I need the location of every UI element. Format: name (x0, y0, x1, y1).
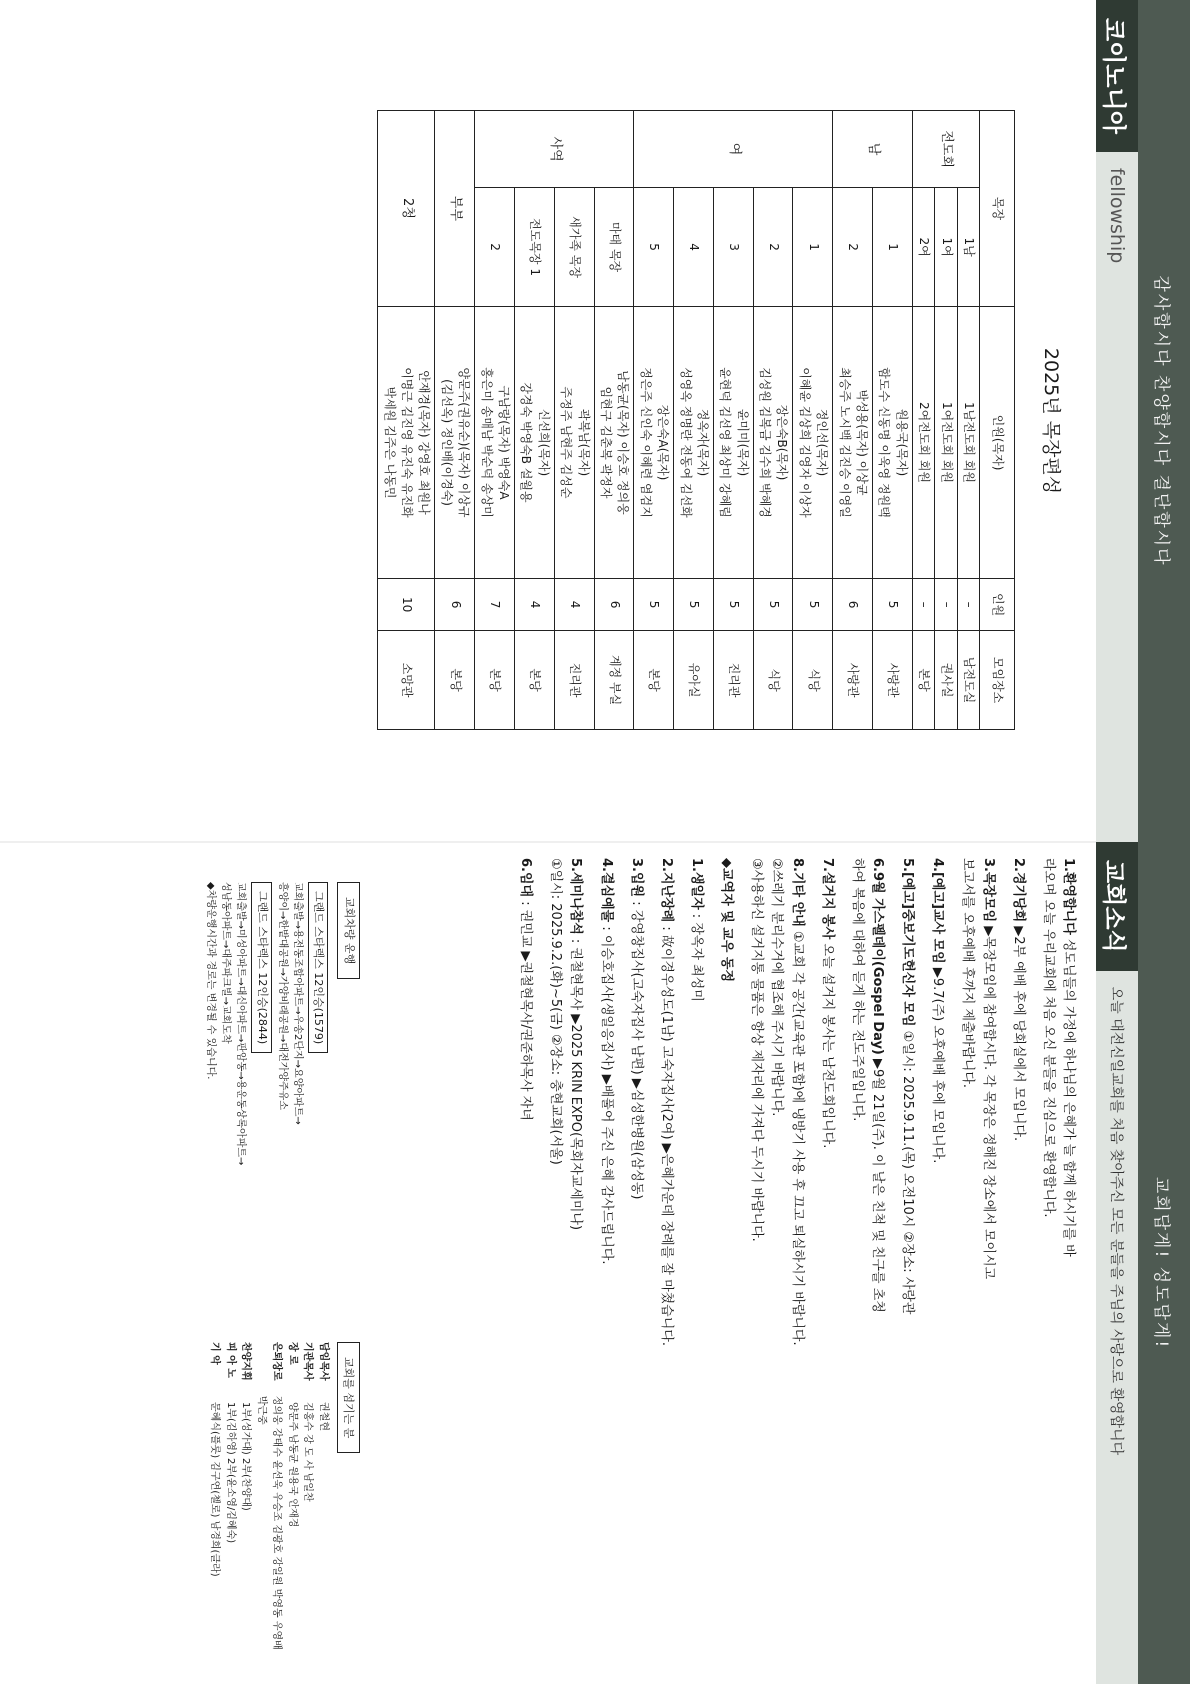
group-bubu: 부부 (435, 111, 475, 307)
route1-line: 흥양이→한밭대공원→가양비래공원→대전가양주유소 (277, 882, 288, 1110)
header-place: 모임장소 (980, 631, 1015, 730)
news-item-line: 하여 복음에 대하여 듣게 하는 전도주일입니다. (849, 858, 865, 1122)
member-line: 정은주 신인숙 이혜련 염검지 (638, 367, 653, 518)
table-row (475, 111, 515, 730)
member-news-item (626, 858, 646, 1666)
news-item-line: ①교회 각 공간(교육관 포함)에 냉방기 사용 후 끄고 퇴실하시기 바랍니다. (789, 926, 805, 1346)
header-mokjang: 목장 (980, 111, 1015, 307)
news-item (1008, 858, 1028, 1666)
member-news-item-line: : 故이경우성도(1남) 고숙자집사(2여) ▶은혜가운데 장례를 잘 마쳤습니다. (658, 922, 674, 1346)
news-item-line: ①일시: 2025.9.11.(목) 오전10시 ②장소: 사랑관 (900, 1026, 916, 1315)
news-header (1096, 842, 1138, 1684)
member-line: 김성원 김복금 김수희 박혜경 (758, 367, 773, 518)
news-item (817, 858, 837, 1666)
mokjang-no: 2 (833, 188, 873, 307)
group-2cheong: 2청 (378, 111, 435, 307)
mokjang-no: 2 (753, 188, 793, 307)
meeting-place: 사랑관 (833, 631, 873, 730)
members-cell (793, 306, 833, 578)
member-count: – (912, 579, 934, 631)
members-cell (713, 306, 753, 578)
members-cell (873, 306, 913, 578)
staff-row (253, 1342, 284, 1652)
staff-names: 1부(성가대) 2부(찬양대) (240, 1402, 252, 1511)
staff-row (284, 1342, 300, 1652)
members-cell (833, 306, 873, 578)
member-news-item-line: : 이승호집사(생일응집사) ▶배풀어 주신 은혜 감사드립니다. (598, 922, 614, 1265)
staff-role: 기관목사 (302, 1342, 314, 1381)
meeting-place: 사랑관 (873, 631, 913, 730)
table-row (515, 111, 555, 730)
members-cell (935, 306, 957, 578)
table-row (634, 111, 674, 730)
member-count: 7 (475, 579, 515, 631)
member-line: 정옥자(목자) (695, 408, 710, 477)
member-line: 박성용(목자) 이상균 (855, 389, 870, 496)
member-count: 5 (793, 579, 833, 631)
member-line: 이혜윤 김상희 김영자 이상자 (797, 367, 812, 518)
news-item (746, 858, 806, 1666)
table-row (873, 111, 913, 730)
route2-line: 교회출발→미성아파트→대신아파트→판암동→용운동상록아파트→ (235, 882, 247, 1166)
news-item-title: 5.[예고]중보기도헌신자 모임 (900, 858, 916, 1027)
member-line: 성영옥 정명란 전동여 김선화 (678, 367, 693, 518)
member-line: 양문주(권유순)(목자) 이상규 (457, 367, 472, 518)
members-cell (912, 306, 934, 578)
members-cell (475, 306, 515, 578)
mokjang-no: 1여 (935, 188, 957, 307)
member-count: 5 (634, 579, 674, 631)
route1-line: 교회출발→용전동조합아파트→우송2단지→요양아파트→ (292, 882, 303, 1125)
staff-role: 찬양지휘 (240, 1342, 252, 1381)
staff-names: 권철현 (317, 1402, 329, 1431)
members-cell (753, 306, 793, 578)
news-item (1038, 858, 1078, 1666)
member-news-item-line: : 권민교 ▶권철현목사/권준하목사 자녀 (518, 897, 534, 1121)
mokjang-no: 3 (713, 188, 753, 307)
member-line: 이명근 김진영 유진숙 유진화 (400, 367, 415, 518)
mokjang-no: 1남 (957, 188, 979, 307)
fellowship-title: 코이노니아 (1096, 0, 1138, 152)
meeting-place: 식당 (753, 631, 793, 730)
meeting-place: 본당 (634, 631, 674, 730)
member-line: 1남전도회 회원 (962, 402, 976, 484)
member-line: 주정주 남현주 김성순 (559, 386, 574, 499)
member-news-item (595, 858, 615, 1666)
news-item-line: ▶9월 21일(주). 이 날은 친척 및 친구를 초청 (870, 1054, 886, 1313)
members-cell (674, 306, 714, 578)
meeting-place: 남전도실 (957, 631, 979, 730)
member-line: (김선옥) 정인배(이경숙) (439, 379, 454, 506)
meeting-place: 진리관 (713, 631, 753, 730)
table-row (833, 111, 873, 730)
staff-row (300, 1342, 316, 1652)
member-line: 장은숙A(목자) (656, 404, 671, 481)
member-line: 임현구 김춘복 곽정자 (598, 386, 613, 499)
member-news-item-line: : 강영창집사(고숙자집사 남편) ▶심성한병원(삼성동) (628, 897, 644, 1200)
meeting-place: 본당 (515, 631, 555, 730)
news-item-title: 6.9월 가스펠데이(Gospel Day) (870, 858, 886, 1055)
header-members: 인원(목자) (980, 306, 1015, 578)
staff-info (207, 1342, 360, 1652)
table-row (378, 111, 435, 730)
table-row (594, 111, 634, 730)
member-count: 4 (515, 579, 555, 631)
meeting-place: 진리관 (554, 631, 594, 730)
staff-names: 양문주 남동균 원용국 안재경 (286, 1402, 298, 1528)
member-count: 5 (873, 579, 913, 631)
members-cell (435, 306, 475, 578)
table-row (957, 111, 979, 730)
meeting-place: 본당 (435, 631, 475, 730)
meeting-place: 유아실 (674, 631, 714, 730)
fellowship-header (1096, 0, 1138, 842)
members-cell (554, 306, 594, 578)
mokjang-no: 1 (793, 188, 833, 307)
member-count: – (957, 579, 979, 631)
left-motto-bar: 감사합시다 찬양합시다 결단합시다 (1138, 0, 1190, 842)
member-count: 5 (753, 579, 793, 631)
staff-row (238, 1342, 254, 1652)
news-item-title: 2.경기당회 (1010, 858, 1026, 923)
news-item-line: ▶목장모임에 참여합시다. 각 목장은 정해진 장소에서 모이시고 (980, 922, 996, 1280)
table-row (713, 111, 753, 730)
member-news-item-line: ①일시: 2025.9.2.(화)~5(금) ②장소: 충현교회(서울) (548, 858, 564, 1165)
news-item-line: 라오며 오늘 우리교회에 처음 오신 분들을 진심으로 환영합니다. (1040, 858, 1056, 1218)
member-line: 홍은미 송매남 박순덕 송상미 (479, 367, 494, 518)
news-item-title: 4.[예고]교사 모임 (930, 858, 946, 964)
members-cell (594, 306, 634, 578)
member-line: 장은숙B(목자) (775, 404, 790, 481)
member-news-item-title: 2.지난장례 (658, 858, 674, 923)
news-title: 교회소식 (1096, 842, 1138, 971)
members-cell (378, 306, 435, 578)
member-count: 6 (435, 579, 475, 631)
staff-role: 담임목사 (317, 1342, 329, 1381)
news-item-line: ②쓰레기 분리수거에 협조해 주시기 바랍니다. (769, 858, 785, 1117)
members-cell (957, 306, 979, 578)
vehicle-note: ◆차량운행시간과 경로는 변경될 수 있습니다. (205, 882, 217, 1080)
member-line: 원용국(목자) (894, 408, 909, 477)
vehicle-label: 교회차량 운행 (338, 882, 361, 979)
table-row (912, 111, 934, 730)
route2-line: 성남동아파트→대주파크빌→교회도착 (220, 882, 232, 1044)
mokjang-table (377, 110, 1015, 730)
member-line: 윤현덕 김선영 최상미 강혜림 (718, 367, 733, 518)
table-row (674, 111, 714, 730)
member-news-item (515, 858, 535, 1666)
news-item-line: ▶2부 예배 후에 당회실에서 모입니다. (1010, 922, 1026, 1142)
member-line: 최승주 노시백 김진승 이영일 (837, 367, 852, 518)
mokjang-no: 2 (475, 188, 515, 307)
member-line: 곽복남(목자) (576, 408, 591, 477)
member-line: 1여전도회 회원 (939, 402, 954, 484)
member-news-item (656, 858, 676, 1666)
right-motto-bar: 교회답게! 성도답게! (1138, 842, 1190, 1684)
news-item (847, 858, 887, 1666)
member-count: 6 (594, 579, 634, 631)
member-news-item-title: 1.생일자 (689, 858, 705, 910)
group-yeo: 여 (634, 111, 833, 188)
member-line: 구남랑(목자) 박영숙A (497, 385, 512, 500)
staff-role: 피 아 노 (224, 1342, 236, 1378)
table-header-row (980, 111, 1015, 730)
member-count: 5 (674, 579, 714, 631)
group-saeyeok: 사역 (475, 111, 634, 188)
meeting-place: 본당 (475, 631, 515, 730)
staff-role: 기 악 (209, 1342, 221, 1365)
news-item (957, 858, 997, 1666)
mokjang-no: 5 (634, 188, 674, 307)
member-line: 강경숙 박영숙B 설월용 (519, 382, 534, 503)
member-line: 2여전도회 회원 (917, 402, 932, 484)
member-line: 윤미미(목자) (735, 408, 750, 477)
staff-names: 정의웅 강태수 윤선욱 우승조 김광호 강일원 박영동 우영배 박근중 (255, 1395, 283, 1650)
member-news-item (545, 858, 585, 1666)
vehicle-info (204, 882, 361, 1312)
staff-role: 장 로 (286, 1342, 298, 1365)
news-item-line: 성도님들의 가정에 하나님의 은혜가 늘 함께 하시기를 바 (1061, 934, 1076, 1257)
mokjang-no: 마태 목장 (594, 188, 634, 307)
staff-row (207, 1342, 223, 1652)
table-row (935, 111, 957, 730)
news-item-title: 3.목장모임 (980, 858, 996, 923)
member-news-item (686, 858, 706, 1666)
staff-list (207, 1342, 331, 1652)
member-news-item-title: 5.세미나참석 (568, 858, 584, 935)
news-item-title: 8.기타 안내 (789, 858, 805, 927)
group-nam: 남 (833, 111, 913, 188)
table-body (378, 111, 980, 730)
member-news-item-line: : 장옥자 최성미 (689, 909, 705, 1002)
meeting-place: 계정 부실 (594, 631, 634, 730)
news-item (897, 858, 917, 1666)
mokjang-no: 4 (674, 188, 714, 307)
mokjang-no: 1 (873, 188, 913, 307)
staff-names: 문혜식(플룻) 김구연(첼로) 남경희(클라) (209, 1402, 221, 1577)
news-item-line: ③사용하신 설거지통 물품은 항상 제자리에 가져다 두시기 바랍니다. (749, 858, 765, 1242)
member-news-item-line: : 권철현목사 ▶2025 KRIN EXPO(목회자교세미나) (568, 934, 584, 1231)
news-welcome: 오늘 대전신일교회를 처음 찾아주신 모든 분들을 주님의 사랑으로 환영합니다 (1108, 986, 1124, 1456)
news-item-title: 1.환영합니다 (1061, 858, 1076, 935)
mokjang-no: 전도목장 1 (515, 188, 555, 307)
member-line: 박세원 김주은 나동민 (382, 386, 397, 499)
member-news-item-title: 4.결심예물 (598, 858, 614, 923)
news-item-line: 오늘 설거지 봉사는 남전도회입니다. (819, 939, 835, 1149)
staff-row (315, 1342, 331, 1652)
members-cell (634, 306, 674, 578)
members-cell (515, 306, 555, 578)
member-news-item-title: 3.입원 (628, 858, 644, 898)
member-news-item-title: 6.임대 (518, 858, 534, 898)
staff-news-heading: ◆교역자 및 교우 동정 (719, 858, 735, 983)
staff-role: 은퇴장로 (271, 1342, 283, 1381)
meeting-place: 권사실 (935, 631, 957, 730)
staff-label: 교회를 섬기는 분 (337, 1342, 360, 1453)
member-line: 정인선(목자) (815, 408, 830, 477)
member-count: 5 (713, 579, 753, 631)
member-line: 안재경(목자) 강영호 최원나 (417, 370, 432, 515)
member-line: 함도수 신동명 이욱영 정원택 (877, 367, 892, 518)
member-line: 신선희(목자) (536, 408, 551, 477)
member-count: – (935, 579, 957, 631)
route1-title: 그랜드 스타렉스 12인승(1579) (308, 882, 329, 1053)
fellowship-subtitle: fellowship (1106, 167, 1128, 264)
member-count: 10 (378, 579, 435, 631)
staff-names: 1부(김하영) 2부(윤소영/김혜숙) (224, 1402, 236, 1544)
news-item-title: 7.설거지 봉사 (819, 858, 835, 940)
table-title: 2025년 목장편성 (1040, 347, 1062, 495)
header-count: 인원 (980, 579, 1015, 631)
table-row (793, 111, 833, 730)
news-page (0, 842, 1190, 1684)
meeting-place: 본당 (912, 631, 934, 730)
group-jeondohoe: 전도회 (912, 111, 979, 188)
route2-title: 그랜드 스타렉스 12인승(2844) (252, 882, 273, 1053)
mokjang-no: 2여 (912, 188, 934, 307)
member-count: 4 (554, 579, 594, 631)
member-count: 6 (833, 579, 873, 631)
staff-row (222, 1342, 238, 1652)
table-row (753, 111, 793, 730)
table-row (554, 111, 594, 730)
news-item (927, 858, 947, 1666)
table-row (435, 111, 475, 730)
news-item-line: 보고서를 오후예배 후까지 제출바랍니다. (960, 858, 976, 1089)
staff-names: 김홍수 강 도 사 남일찬 (302, 1402, 314, 1502)
meeting-place: 소망관 (378, 631, 435, 730)
mokjang-no: 새가족 목장 (554, 188, 594, 307)
news-list (505, 858, 1078, 1666)
meeting-place: 식당 (793, 631, 833, 730)
member-line: 남동균(목자) 이승호 정의웅 (616, 370, 631, 515)
news-item-line: ▶9.7(주) 오후예배 후에 모입니다. (930, 963, 946, 1164)
